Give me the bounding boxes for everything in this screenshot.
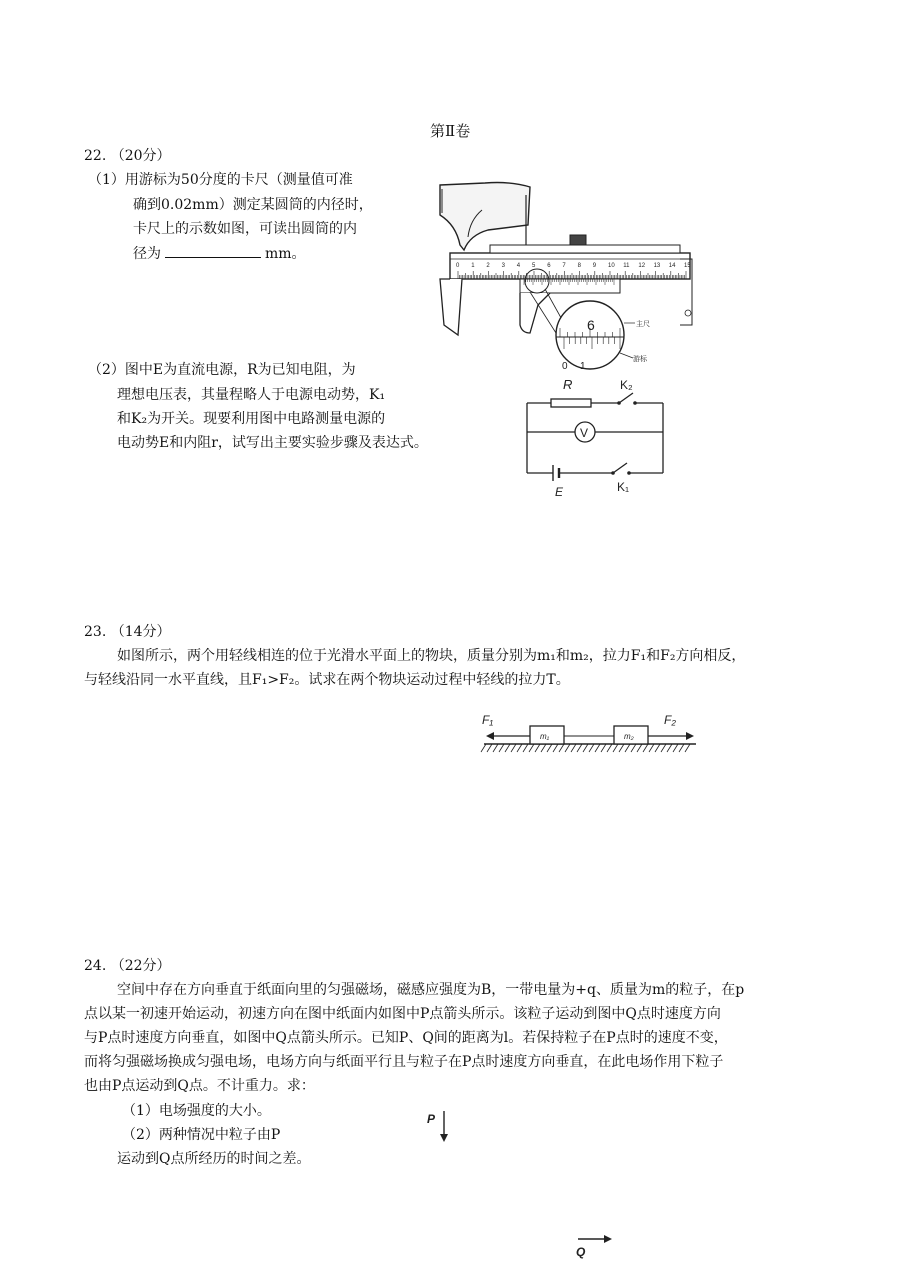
ground-hatch (547, 744, 552, 752)
ground-hatch (529, 744, 534, 752)
ground-hatch (637, 744, 642, 752)
resistor-icon (551, 399, 591, 407)
main-scale-tick-label: 8 (577, 263, 581, 269)
q22-part1-answer-line (133, 243, 306, 264)
main-scale-tick-label: 5 (532, 263, 536, 269)
arrow-right-icon (604, 1235, 612, 1243)
q24-subquestion: 运动到Q点所经历的时间之差。 (117, 1151, 311, 1167)
q23-line: 与轻线沿同一水平直线，且F₁>F₂。试求在两个物块运动过程中轻线的拉力T。 (84, 672, 570, 688)
ground-hatch (685, 744, 690, 752)
ground-hatch (577, 744, 582, 752)
main-scale-tick-label: 11 (623, 263, 630, 269)
main-scale-tick-label: 0 (456, 263, 460, 269)
main-scale-tick-label: 7 (562, 263, 566, 269)
main-scale-tick-label: 15 (684, 263, 691, 269)
q22-part1-line: （1）用游标为50分度的卡尺（测量值可准 (88, 172, 353, 188)
answer-prefix: 径为 (133, 246, 161, 262)
ground-hatch (679, 744, 684, 752)
main-scale-tick-label: 6 (547, 263, 551, 269)
ground-hatch (499, 744, 504, 752)
ground-hatch (487, 744, 492, 752)
main-scale-tick-label: 12 (638, 263, 646, 269)
q22-part2-line: 电动势E和内阻r，试写出主要实验步骤及表达式。 (117, 435, 428, 451)
switch-k2-icon (619, 393, 633, 403)
main-scale-tick-label: 4 (516, 263, 521, 269)
ground-hatch (553, 744, 558, 752)
block-m1-label: m₁ (540, 732, 550, 741)
ground-hatch (565, 744, 570, 752)
ground-hatch (643, 744, 648, 752)
q24-line: 而将匀强磁场换成匀强电场，电场方向与纸面平行且与粒子在P点时速度方向垂直，在此电场作用下粒子 (84, 1054, 724, 1070)
ground-hatch (625, 744, 630, 752)
q24-line: 也由P点运动到Q点。不计重力。求： (84, 1078, 315, 1094)
ground-hatch (667, 744, 672, 752)
switch2-label: K₂ (620, 378, 633, 392)
ground-hatch (661, 744, 666, 752)
ground-hatch (517, 744, 522, 752)
ground-hatch (493, 744, 498, 752)
ground-hatch (511, 744, 516, 752)
q22-header: 22. （20分） (84, 148, 171, 164)
switch-k1-icon (613, 463, 627, 473)
magnified-vernier-label: 0 (562, 361, 568, 372)
q24-header: 24. （22分） (84, 958, 171, 974)
main-scale-tick-label: 1 (471, 263, 475, 269)
resistor-label: R (563, 377, 573, 392)
ground-hatch (589, 744, 594, 752)
magnified-main-label: 6 (587, 317, 595, 333)
point-q-figure (572, 1230, 622, 1260)
q22-part2-line: （2）图中E为直流电源，R为已知电阻，为 (88, 362, 356, 378)
ground-hatch (571, 744, 576, 752)
ground-hatch (601, 744, 606, 752)
section-title: 第Ⅱ卷 (430, 122, 471, 140)
answer-suffix: mm。 (265, 246, 306, 262)
q24-line: 与P点时速度方向垂直，如图中Q点箭头所示。已知P、Q间的距离为l。若保持粒子在P点时的速度不变， (84, 1030, 728, 1046)
answer-blank[interactable] (165, 243, 261, 258)
point-p-figure (425, 1108, 455, 1146)
main-scale-tick-label: 13 (653, 263, 661, 269)
arrow-left-icon (486, 732, 494, 740)
q22-part2-line: 理想电压表，其量程略人于电源电动势，K₁ (117, 387, 386, 403)
ground-hatch (541, 744, 546, 752)
q23-line: 如图所示，两个用轻线相连的位于光滑水平面上的物块，质量分别为m₁和m₂，拉力F₁和F₂方向相反， (117, 648, 746, 664)
ground-hatch (481, 744, 486, 752)
ground-hatch (655, 744, 660, 752)
voltmeter-label: V (580, 426, 589, 440)
ground-hatch (607, 744, 612, 752)
q24-line: 空间中存在方向垂直于纸面向里的匀强磁场，磁感应强度为B，一带电量为+q、质量为m的粒子，在p (117, 982, 745, 998)
ground-hatch (649, 744, 654, 752)
q22-part2-line: 和K₂为开关。现要利用图中电路测量电源的 (117, 411, 386, 427)
ground-hatch (523, 744, 528, 752)
blocks-figure (478, 708, 703, 758)
magnified-vernier-label: 1 (580, 361, 586, 372)
q24-line: 点以某一初速开始运动，初速方向在图中纸面内如图中P点箭头所示。该粒子运动到图中Q点时速度方向 (84, 1006, 721, 1022)
ground-hatch (583, 744, 588, 752)
point-p-label: P (427, 1112, 436, 1126)
ground-hatch (535, 744, 540, 752)
point-q-label: Q (576, 1245, 586, 1259)
q22-part1-line: 卡尺上的示数如图，可读出圆筒的内 (133, 221, 357, 237)
circuit-figure (515, 375, 675, 500)
main-scale-tick-label: 10 (608, 263, 615, 269)
vernier-caliper-figure (430, 175, 700, 375)
ground-hatch (505, 744, 510, 752)
q22-part1-line: 确到0.02mm）测定某圆筒的内径时， (133, 197, 373, 213)
vernier-label: 游标 (633, 356, 647, 363)
main-scale-tick-label: 14 (668, 263, 676, 269)
arrow-right-icon (686, 732, 694, 740)
arrow-down-icon (440, 1134, 448, 1142)
ground-hatch (673, 744, 678, 752)
ground-hatch (613, 744, 618, 752)
ground-hatch (619, 744, 624, 752)
q24-subquestion: （1）电场强度的大小。 (122, 1103, 271, 1119)
q24-subquestion: （2）两种情况中粒子由P (122, 1127, 281, 1143)
main-scale-label: 主尺 (636, 321, 650, 328)
switch1-label: K₁ (617, 480, 630, 494)
ground-hatch (595, 744, 600, 752)
force-right-label: F₂ (664, 713, 676, 727)
main-scale-tick-label: 9 (592, 263, 597, 269)
ground-hatch (559, 744, 564, 752)
ground-hatch (631, 744, 636, 752)
block-m2-label: m₂ (624, 732, 634, 741)
q23-header: 23. （14分） (84, 624, 171, 640)
main-scale-tick-label: 2 (486, 263, 490, 269)
battery-label: E (555, 485, 564, 499)
main-scale-tick-label: 3 (501, 263, 505, 269)
force-left-label: F₁ (482, 713, 494, 727)
